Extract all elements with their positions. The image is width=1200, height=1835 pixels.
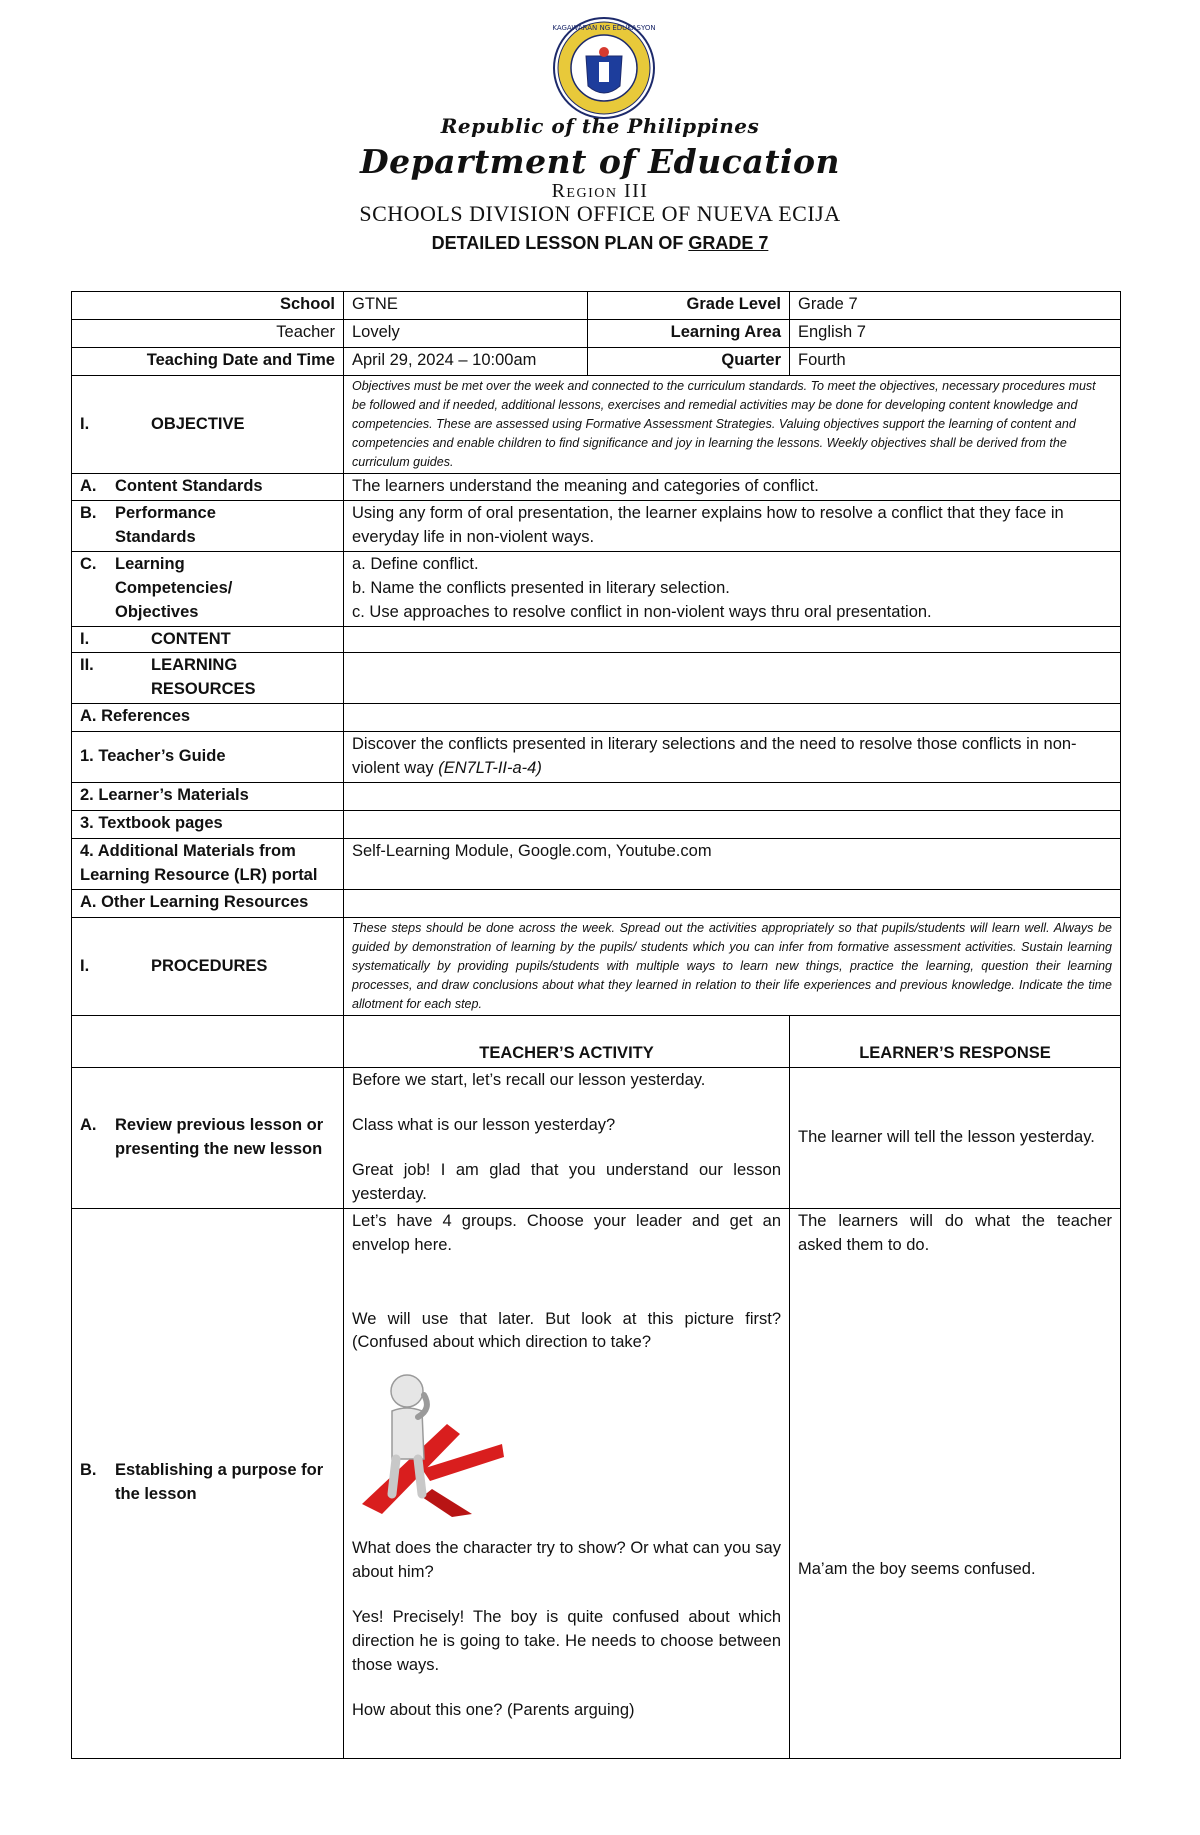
step-b-teacher-line: Yes! Precisely! The boy is quite confused about which direction he is going to take. He needs to choose between those ways. (352, 1608, 781, 1674)
references-row (72, 704, 1121, 732)
learning-resources-label: LEARNING RESOURCES (151, 656, 256, 699)
performance-standards-num: B. (80, 503, 97, 522)
competencies-row (72, 551, 1121, 626)
document-title (0, 233, 1200, 254)
teacher-label: Teacher (72, 320, 344, 348)
performance-standards-label: Performance Standards (115, 503, 216, 546)
competency-item: a. Define conflict. (352, 554, 479, 573)
objective-note: Objectives must be met over the week and connected to the curriculum standards. To meet the objectives, necessary procedures must be followed and if needed, additional lessons, exercises and remedial activities may be done for developing content knowledge and competencies. These are assessed using Formative Assessment Strategies. Valuing objectives support the learning of content and competencies and enable children to find significance and joy in learning the lessons. Weekly objectives shall be derived from the curriculum guides. (344, 376, 1121, 474)
step-b-teacher-line: We will use that later. But look at this picture first? (Confused about which direction to take? (352, 1309, 781, 1352)
teacher-activity-header: TEACHER’S ACTIVITY (344, 1015, 790, 1067)
step-a-learner: The learner will tell the lesson yesterday. (790, 1067, 1121, 1208)
additional-materials-value: Self-Learning Module, Google.com, Youtube.com (344, 839, 1121, 890)
step-a-row (72, 1067, 1121, 1208)
learning-resources-heading (72, 653, 344, 704)
competency-item: c. Use approaches to resolve conflict in non-violent ways thru oral presentation. (352, 602, 932, 621)
grade-level-label: Grade Level (588, 292, 790, 320)
textbook-label: 3. Textbook pages (72, 811, 344, 839)
date-value: April 29, 2024 – 10:00am (344, 348, 588, 376)
procedures-label: PROCEDURES (151, 956, 268, 975)
step-b-label: Establishing a purpose for the lesson (115, 1461, 324, 1504)
step-a-teacher-line: Great job! I am glad that you understand our lesson yesterday. (352, 1160, 781, 1203)
learning-area-label: Learning Area (588, 320, 790, 348)
content-num: I. (80, 629, 90, 648)
content-standards-row (72, 474, 1121, 501)
competencies-heading (72, 551, 344, 626)
performance-standards-heading (72, 500, 344, 551)
procedures-note: These steps should be done across the week. Spread out the activities appropriately so that pupils/students will learn well. Always be guided by demonstration of learning by the pupils/ students which you can infer from formative assessment activities. Sustain learning systematically by providing pupils/students with multiple ways to learn new things, practice the learning, question their learning processes, and draw conclusions about what they learned in relation to their life experiences and previous knowledge. Indicate the time allotment for each step. (344, 917, 1121, 1015)
additional-materials-row (72, 839, 1121, 890)
teachers-guide-label: 1. Teacher’s Guide (72, 732, 344, 783)
step-b-teacher-line: Let’s have 4 groups. Choose your leader and get an envelop here. (352, 1211, 781, 1254)
republic-heading: Republic of the Philippines (440, 114, 760, 138)
content-heading (72, 626, 344, 653)
teachers-guide-value (344, 732, 1121, 783)
objective-row (72, 376, 1121, 474)
step-b-teacher-line: What does the character try to show? Or what can you say about him? (352, 1539, 781, 1582)
content-value (344, 626, 1121, 653)
learners-materials-label: 2. Learner’s Materials (72, 783, 344, 811)
svg-text:KAGAWARAN NG EDUKASYON: KAGAWARAN NG EDUKASYON (552, 24, 656, 32)
content-row (72, 626, 1121, 653)
step-a-num: A. (80, 1115, 97, 1134)
textbook-value (344, 811, 1121, 839)
step-b-heading (72, 1208, 344, 1758)
procedures-row (72, 917, 1121, 1015)
step-a-teacher-line: Class what is our lesson yesterday? (352, 1115, 616, 1134)
textbook-row (72, 811, 1121, 839)
activity-header-row (72, 1015, 1121, 1067)
learning-area-value: English 7 (790, 320, 1121, 348)
content-standards-value: The learners understand the meaning and categories of conflict. (344, 474, 1121, 501)
learning-resources-num: II. (80, 656, 94, 675)
info-row-school (72, 292, 1121, 320)
performance-standards-row (72, 500, 1121, 551)
objective-label: OBJECTIVE (151, 414, 245, 433)
teachers-guide-code: (EN7LT-II-a-4) (438, 759, 542, 778)
step-b-num: B. (80, 1461, 97, 1480)
activity-header-blank (72, 1015, 344, 1067)
quarter-label: Quarter (588, 348, 790, 376)
references-label: A. References (72, 704, 344, 732)
step-a-teacher (344, 1067, 790, 1208)
procedures-heading (72, 917, 344, 1015)
competencies-label: Learning Competencies/ Objectives (115, 554, 233, 621)
other-resources-value (344, 889, 1121, 917)
lesson-plan-table (71, 291, 1121, 1759)
step-a-label: Review previous lesson or presenting the new lesson (115, 1115, 324, 1158)
step-b-row (72, 1208, 1121, 1758)
title-grade: GRADE 7 (688, 233, 769, 253)
quarter-value: Fourth (790, 348, 1121, 376)
content-standards-num: A. (80, 477, 97, 495)
confused-figure-crossroads-icon (352, 1369, 512, 1519)
learner-response-header: LEARNER’S RESPONSE (790, 1015, 1121, 1067)
content-label: CONTENT (151, 629, 231, 648)
school-value: GTNE (344, 292, 588, 320)
step-b-teacher-line: How about this one? (Parents arguing) (352, 1700, 635, 1719)
school-label: School (72, 292, 344, 320)
learners-materials-row (72, 783, 1121, 811)
competencies-value (344, 551, 1121, 626)
info-row-teacher (72, 320, 1121, 348)
procedures-num: I. (80, 956, 90, 975)
step-b-learner (790, 1208, 1121, 1758)
title-prefix: DETAILED LESSON PLAN OF (431, 233, 689, 253)
learning-resources-row (72, 653, 1121, 704)
learners-materials-value (344, 783, 1121, 811)
grade-level-value: Grade 7 (790, 292, 1121, 320)
competency-item: b. Name the conflicts presented in literary selection. (352, 578, 730, 597)
references-value (344, 704, 1121, 732)
competencies-num: C. (80, 554, 97, 573)
division-heading: SCHOOLS DIVISION OFFICE OF NUEVA ECIJA (359, 201, 841, 226)
content-standards-heading (72, 474, 344, 501)
additional-materials-label: 4. Additional Materials from Learning Resource (LR) portal (72, 839, 344, 890)
objective-num: I. (80, 414, 90, 433)
step-b-teacher (344, 1208, 790, 1758)
performance-standards-value: Using any form of oral presentation, the learner explains how to resolve a conflict that they face in everyday life in non-violent ways. (344, 500, 1121, 551)
teachers-guide-row (72, 732, 1121, 783)
content-standards-label: Content Standards (115, 477, 263, 495)
deped-seal-icon (552, 16, 656, 120)
region-heading: Region III (551, 180, 649, 202)
step-b-learner-line: The learners will do what the teacher asked them to do. (798, 1211, 1112, 1254)
step-a-teacher-line: Before we start, let’s recall our lesson yesterday. (352, 1070, 706, 1089)
step-b-learner-line: Ma’am the boy seems confused. (798, 1559, 1036, 1578)
date-label: Teaching Date and Time (72, 348, 344, 376)
other-resources-row (72, 889, 1121, 917)
other-resources-label: A. Other Learning Resources (72, 889, 344, 917)
department-heading: Department of Education (359, 142, 840, 181)
teacher-value: Lovely (344, 320, 588, 348)
info-row-date (72, 348, 1121, 376)
step-a-heading (72, 1067, 344, 1208)
teachers-guide-text: Discover the conflicts presented in literary selections and the need to resolve those conflicts in non-violent way (352, 735, 1077, 778)
learning-resources-value (344, 653, 1121, 704)
objective-heading (72, 376, 344, 474)
